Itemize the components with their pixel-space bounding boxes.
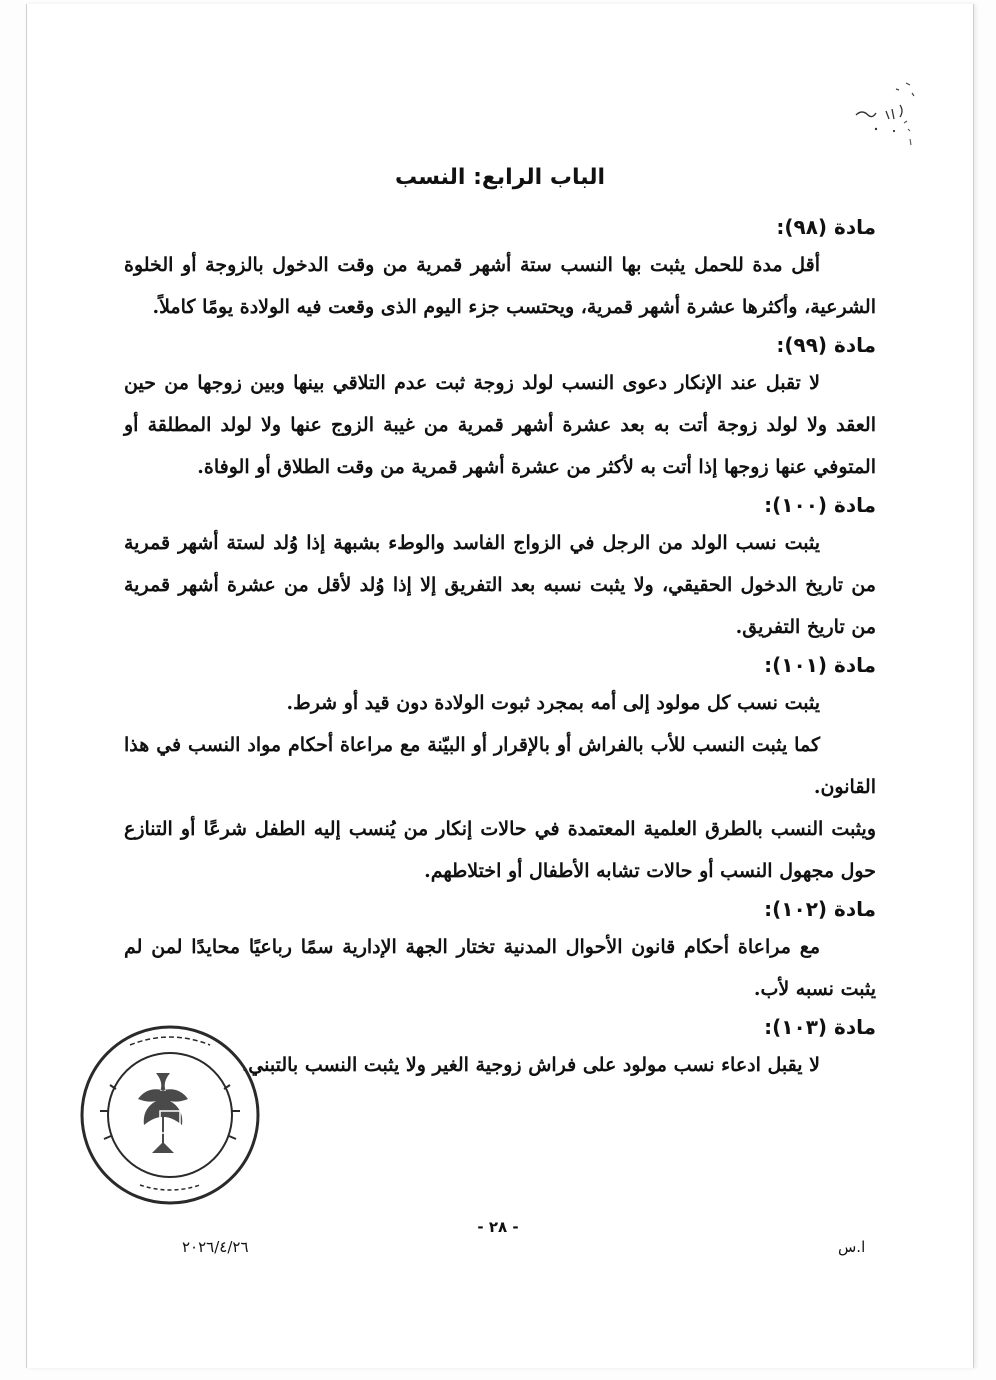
article-paragraph: يثبت نسب كل مولود إلى أمه بمجرد ثبوت الولادة دون قيد أو شرط. bbox=[286, 692, 820, 714]
article-heading: مادة (٩٩): bbox=[776, 333, 876, 357]
article-heading: مادة (١٠٣): bbox=[764, 1015, 876, 1039]
official-seal-icon bbox=[70, 1015, 270, 1215]
article-paragraph: أقل مدة للحمل يثبت بها النسب ستة أشهر قمرية من وقت الدخول بالزوجة أو الخلوة الشرعية، وأكثرها عشرة أشهر قمرية، ويحتسب جزء اليوم الذى وقعت فيه الولادة يومًا كاملاً. bbox=[124, 254, 876, 318]
article-paragraph: لا تقبل عند الإنكار دعوى النسب لولد زوجة ثبت عدم التلاقي بينها وبين زوجها من حين العقد ولا لولد زوجة أتت به بعد عشرة أشهر قمرية من غيبة الزوج عنها ولا لولد المطلقة أو المتوفي عنها زوجها إذا أتت به لأكثر من عشرة أشهر قمرية من وقت الطلاق أو الوفاة. bbox=[124, 372, 876, 478]
document-body bbox=[124, 160, 876, 1086]
article-heading: مادة (١٠٠): bbox=[764, 493, 876, 517]
article-102 bbox=[124, 892, 876, 1010]
handwritten-mark-icon bbox=[836, 75, 926, 155]
article-paragraph: ويثبت النسب بالطرق العلمية المعتمدة في حالات إنكار من يُنسب إليه الطفل شرعًا أو التنازع حول مجهول النسب أو حالات تشابه الأطفال أو اختلاطهم. bbox=[124, 818, 877, 882]
article-98 bbox=[124, 210, 876, 328]
article-paragraph: يثبت نسب الولد من الرجل في الزواج الفاسد والوطء بشبهة إذا وُلد لستة أشهر قمرية من تاريخ الدخول الحقيقي، ولا يثبت نسبه بعد التفريق إلا إذا وُلد لأقل من عشرة أشهر قمرية من تاريخ التفريق. bbox=[124, 532, 876, 638]
article-paragraph: كما يثبت النسب للأب بالفراش أو بالإقرار أو البيّنة مع مراعاة أحكام مواد النسب في هذا القانون. bbox=[124, 734, 876, 798]
chapter-title: الباب الرابع: النسب bbox=[394, 165, 606, 190]
article-heading: مادة (١٠١): bbox=[764, 653, 876, 677]
article-100 bbox=[124, 488, 876, 648]
author-initials: ا.س bbox=[838, 1238, 866, 1256]
article-heading: مادة (١٠٢): bbox=[764, 897, 876, 921]
article-paragraph: لا يقبل ادعاء نسب مولود على فراش زوجية الغير ولا يثبت النسب بالتبني. bbox=[241, 1054, 820, 1076]
article-99 bbox=[124, 328, 876, 488]
document-date: ٢٠٢٦/٤/٢٦ bbox=[182, 1238, 249, 1256]
article-heading: مادة (٩٨): bbox=[776, 215, 876, 239]
article-paragraph: مع مراعاة أحكام قانون الأحوال المدنية تختار الجهة الإدارية سمًا رباعيًا محايدًا لمن لم يثبت نسبه لأب. bbox=[124, 936, 876, 1000]
article-101 bbox=[124, 648, 876, 892]
page-number: - ٢٨ - bbox=[477, 1218, 519, 1236]
